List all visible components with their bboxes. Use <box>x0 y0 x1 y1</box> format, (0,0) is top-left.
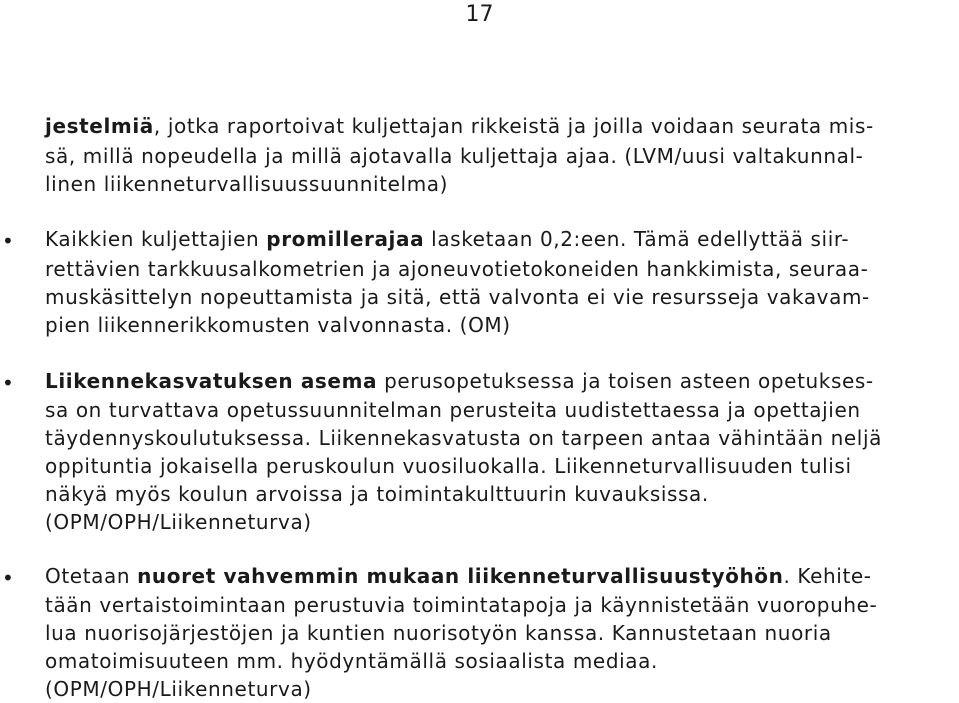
text-line: sä, millä nopeudella ja millä ajotavalla kuljettaja ajaa. (LVM/uusi valtakunnal- <box>45 144 864 168</box>
bold-term: promillerajaa <box>266 227 425 251</box>
bullet-marker: • <box>2 229 14 253</box>
text-line: pien liikennerikkomusten valvonnasta. (OM) <box>45 313 511 337</box>
text-line: Kaikkien kuljettajien promillerajaa lasketaan 0,2:een. Tämä edellyttää siir- <box>45 227 850 251</box>
text-line: rettävien tarkkuusalkometrien ja ajoneuvotietokoneiden hankkimista, seuraa- <box>45 257 869 281</box>
text-line: Otetaan nuoret vahvemmin mukaan liikenneturvallisuustyöhön. Kehite- <box>45 564 872 588</box>
bold-term: Liikennekasvatuksen asema <box>45 369 378 393</box>
text-line: sa on turvattava opetussuunnitelman perusteita uudistettaessa ja opettajien <box>45 398 861 422</box>
bold-term: nuoret vahvemmin mukaan liikenneturvallisuustyöhön <box>137 564 784 588</box>
text-line: muskäsittelyn nopeuttamista ja sitä, että valvonta ei vie resursseja vakavam- <box>45 285 870 309</box>
page-number: 17 <box>465 2 494 27</box>
text-line: linen liikenneturvallisuussuunnitelma) <box>45 172 449 196</box>
bullet-marker: • <box>2 371 14 395</box>
text-line: lua nuorisojärjestöjen ja kuntien nuorisotyön kanssa. Kannustetaan nuoria <box>45 621 832 645</box>
text-line: (OPM/OPH/Liikenneturva) <box>45 677 312 701</box>
text-line: oppituntia jokaisella peruskoulun vuosiluokalla. Liikenneturvallisuuden tulisi <box>45 454 852 478</box>
text-line: (OPM/OPH/Liikenneturva) <box>45 510 312 534</box>
text-line: näkyä myös koulun arvoissa ja toimintakulttuurin kuvauksissa. <box>45 482 709 506</box>
text-line: omatoimisuuteen mm. hyödyntämällä sosiaalista mediaa. <box>45 649 658 673</box>
text-line: jestelmiä, jotka raportoivat kuljettajan rikkeistä ja joilla voidaan seurata mis- <box>45 114 874 138</box>
text-line: tään vertaistoimintaan perustuvia toimintatapoja ja käynnistetään vuoropuhe- <box>45 593 878 617</box>
bullet-marker: • <box>2 566 14 590</box>
bold-term: jestelmiä <box>45 114 154 138</box>
text-line: Liikennekasvatuksen asema perusopetuksessa ja toisen asteen opetukses- <box>45 369 874 393</box>
text-line: täydennyskoulutuksessa. Liikennekasvatusta on tarpeen antaa vähintään neljä <box>45 426 882 450</box>
